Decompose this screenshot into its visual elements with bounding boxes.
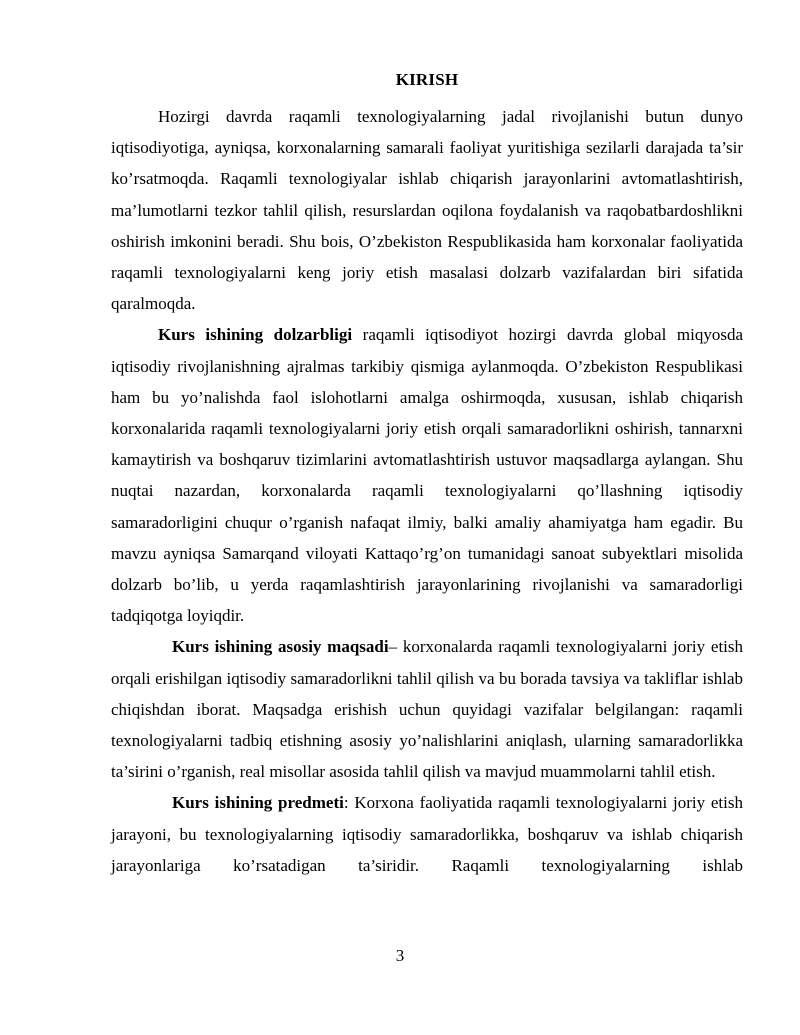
paragraph-lead: Kurs ishining dolzarbligi — [158, 325, 353, 345]
subject-paragraph — [111, 787, 743, 881]
paragraph-text: raqamli iqtisodiyot hozirgi davrda global miqyosda iqtisodiy rivojlanishning ajralmas tarkibiy qismiga aylanmoqda. O’zbekiston Respublikasi ham bu yo’nalishda faol islohotlarni amalga oshirmoqda, xususan, ishlab chiqarish korxonalarida raqamli texnologiyalarni joriy etish orqali samaradorlikni oshirish, tannarxni kamaytirish va boshqaruv tizimlarini avtomatlashtirish ustuvor maqsadlarga aylangan. Shu nuqtai nazardan, korxonalarda raqamli texnologiyalarni qo’llashning iqtisodiy samaradorligini chuqur o’rganish nafaqat ilmiy, balki amaliy ahamiyatga ham egadir. Bu mavzu ayniqsa Samarqand viloyati Kattaqo’rg’on tumanidagi sanoat subyektlari misolida dolzarb bo’lib, u yerda raqamlashtirish jarayonlarining rivojlanishi va samaradorligi tadqiqotga loyiqdir. — [111, 325, 743, 626]
paragraph-text: Hozirgi davrda raqamli texnologiyalarning jadal rivojlanishi butun dunyo iqtisodiyotiga, ayniqsa, korxonalarning samarali faoliyat yuritishiga sezilarli darajada ta’sir ko’rsatmoqda. Raqamli texnologiyalar ishlab chiqarish jarayonlarini avtomatlashtirish, ma’lumotlarni tezkor tahlil qilish, resurslardan oqilona foydalanish va raqobatbardoshlikni oshirish imkonini beradi. Shu bois, O’zbekiston Respublikasida ham korxonalar faoliyatida raqamli texnologiyalarni keng joriy etish masalasi dolzarb vazifalardan biri sifatida qaralmoqda. — [111, 107, 743, 314]
document-page — [111, 70, 743, 881]
relevance-paragraph — [111, 319, 743, 631]
page-title: KIRISH — [395, 70, 459, 89]
paragraph-text: – korxonalarda raqamli texnologiyalarni joriy etish orqali erishilgan iqtisodiy samaradorlikni tahlil qilish va bu borada tavsiya va takliflar ishlab chiqishdan iborat. Maqsadga erishish uchun quyidagi vazifalar belgilangan: raqamli texnologiyalarni tadbiq etishning asosiy yo’nalishlarini aniqlash, ularning samaradorlikka ta’sirini o’rganish, real misollar asosida tahlil qilish va mavjud muammolarni tahlil etish. — [111, 637, 744, 782]
page-number: 3 — [395, 946, 405, 965]
paragraph-text: : Korxona faoliyatida raqamli texnologiyalarni joriy etish jarayoni, bu texnologiyalarning iqtisodiy samaradorlikka, boshqaruv va ishlab chiqarish jarayonlariga ko’rsatadigan ta’siridir. Raqamli texnologiyalarning ishlab — [111, 793, 743, 875]
paragraph-lead: Kurs ishining asosiy maqsadi — [172, 637, 389, 657]
goal-paragraph — [111, 631, 743, 787]
intro-paragraph — [111, 101, 743, 319]
paragraph-lead: Kurs ishining predmeti — [172, 793, 344, 813]
